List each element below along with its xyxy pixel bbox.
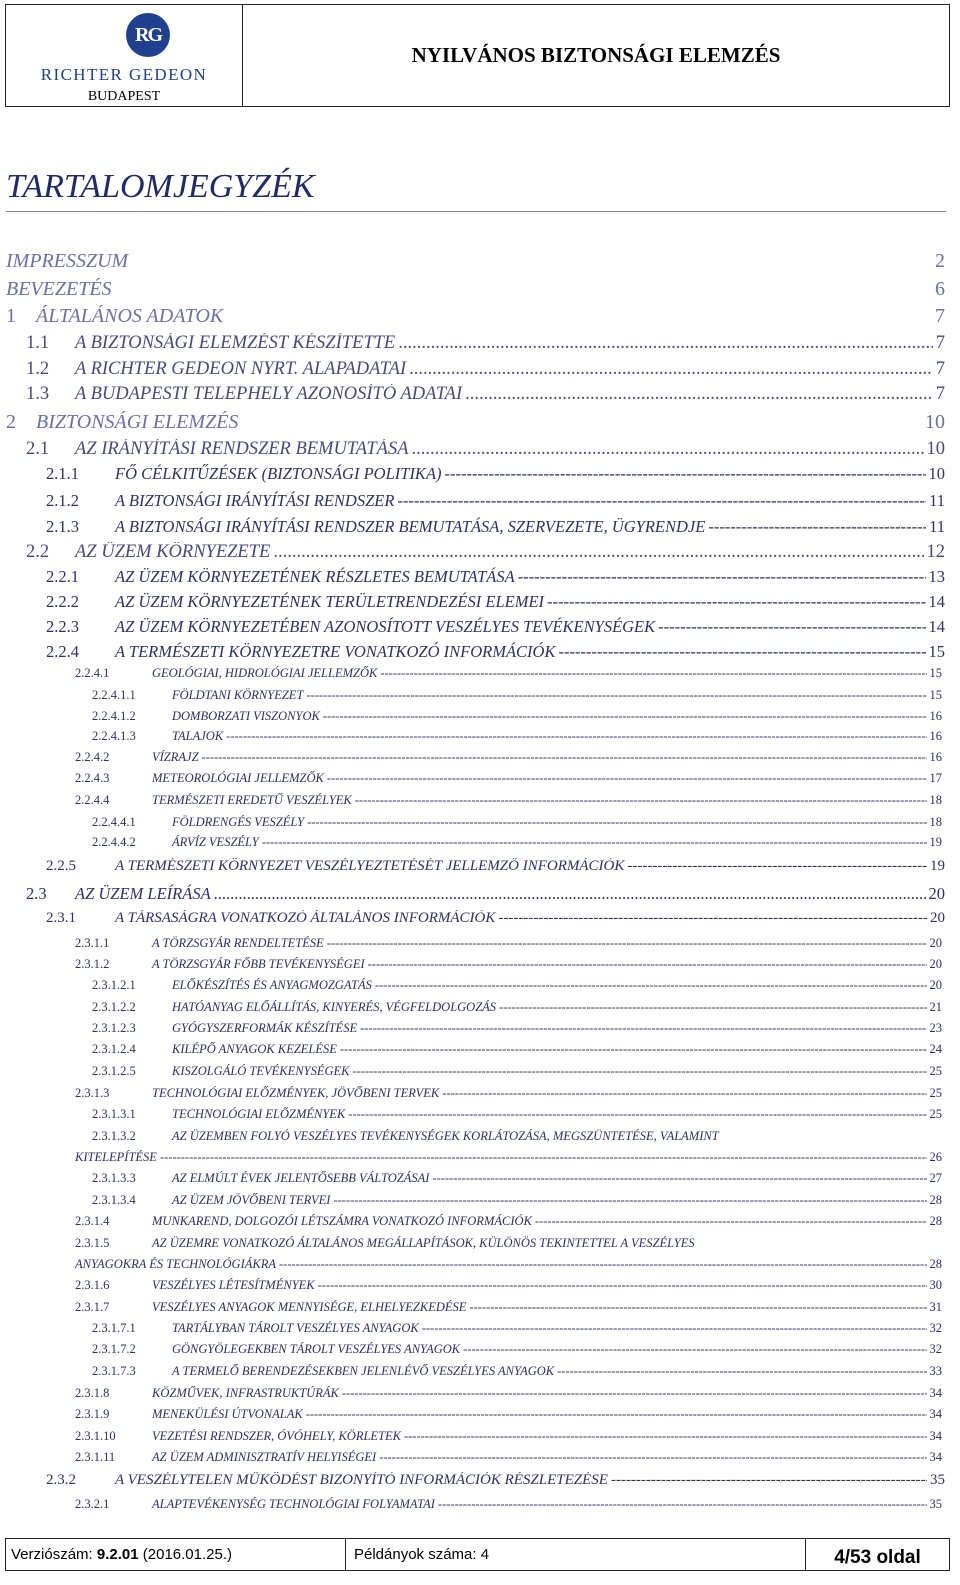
toc-entry-title: AZ ÜZEM JÖVŐBENI TERVEI <box>172 1193 331 1207</box>
toc-entry-number: 2.3.1.2.3 <box>92 1021 136 1035</box>
toc-entry-title: DOMBORZATI VISZONYOK <box>172 709 320 723</box>
toc-entry-leader <box>432 1171 926 1186</box>
toc-entry[interactable] <box>75 1278 942 1293</box>
version-value: 9.2.01 <box>96 1546 139 1563</box>
toc-entry-page: 6 <box>935 278 945 300</box>
toc-entry-page: 20 <box>929 978 942 992</box>
toc-entry[interactable] <box>92 1021 942 1036</box>
toc-entry-title: AZ ELMÚLT ÉVEK JELENTŐSEBB VÁLTOZÁSAI <box>172 1171 430 1185</box>
toc-entry-title: AZ ÜZEMRE VONATKOZÓ ÁLTALÁNOS MEGÁLLAPÍTÁSOK, KÜLÖNÖS TEKINTETTEL A VESZÉLYES <box>152 1236 695 1250</box>
toc-entry-title: HATÓANYAG ELŐÁLLÍTÁS, KINYERÉS, VÉGFELDOLGOZÁS <box>172 1000 497 1014</box>
toc-entry-page: 25 <box>929 1086 942 1100</box>
toc-entry[interactable] <box>92 688 942 703</box>
version-date: (2016.01.25.) <box>142 1546 232 1563</box>
toc-entry[interactable] <box>75 957 942 972</box>
toc-entry-title: AZ ÜZEM ADMINISZTRATÍV HELYISÉGEI <box>152 1450 377 1464</box>
toc-entry-number: 2.3.1.1 <box>75 936 110 950</box>
toc-entry-title: BIZTONSÁGI ELEMZÉS <box>36 411 239 433</box>
toc-entry[interactable] <box>26 359 945 380</box>
toc-entry[interactable] <box>26 439 945 460</box>
toc-entry-title: ÁLTALÁNOS ADATOK <box>36 305 224 327</box>
toc-entry-title: A BIZTONSÁGI ELEMZÉST KÉSZÍTETTE <box>75 333 396 353</box>
toc-entry-title: A TÖRZSGYÁR RENDELTETÉSE <box>152 936 324 950</box>
version-label: Verziószám: <box>11 1546 93 1563</box>
toc-entry-number: 2.3.1.8 <box>75 1386 110 1400</box>
document-title: NYILVÁNOS BIZTONSÁGI ELEMZÉS <box>411 43 781 67</box>
toc-entry-title: FŐ CÉLKITŰZÉSEK (BIZTONSÁGI POLITIKA) <box>115 464 442 483</box>
toc-entry-page: 34 <box>929 1429 942 1443</box>
toc-entry[interactable] <box>26 542 945 563</box>
toc-entry-number: 2.2.4.4.2 <box>92 835 136 849</box>
toc-entry-title: TARTÁLYBAN TÁROLT VESZÉLYES ANYAGOK <box>172 1321 419 1335</box>
toc-entry[interactable] <box>75 1086 942 1101</box>
toc-entry-number: 1.1 <box>26 333 50 353</box>
toc-entry-page: 18 <box>929 815 942 829</box>
toc-entry-page: 14 <box>928 617 945 636</box>
toc-entry-page: 30 <box>929 1278 942 1292</box>
toc-entry-leader <box>262 835 927 850</box>
toc-entry-page: 31 <box>929 1300 942 1314</box>
toc-entry[interactable] <box>75 750 942 765</box>
toc-entry-continuation[interactable] <box>75 1257 942 1272</box>
toc-entry-number: 2.3.1 <box>46 910 76 926</box>
toc-entry-leader <box>627 858 927 875</box>
toc-entry[interactable] <box>46 642 945 662</box>
toc-entry-page: 13 <box>928 567 945 586</box>
toc-entry-leader <box>558 642 925 662</box>
toc-entry-number: 2.3.1.3.4 <box>92 1193 136 1207</box>
toc-entry-number: 2.2.1 <box>46 567 79 586</box>
toc-entry-page: 25 <box>929 1107 942 1121</box>
toc-entry-title: AZ ÜZEM LEÍRÁSA <box>75 884 211 903</box>
toc-entry[interactable] <box>46 1472 945 1489</box>
toc-entry-title: A TÖRZSGYÁR FŐBB TEVÉKENYSÉGEI <box>152 957 365 971</box>
company-city: BUDAPEST <box>87 89 161 104</box>
toc-entry[interactable] <box>92 1171 942 1186</box>
toc-entry[interactable] <box>75 1407 942 1422</box>
toc-entry-number: 2.2.4.4.1 <box>92 815 136 829</box>
toc-entry-title: TECHNOLÓGIAI ELŐZMÉNYEK, JÖVŐBENI TERVEK <box>152 1086 440 1100</box>
toc-entry-page: 26 <box>929 1150 942 1164</box>
toc-entry-title: AZ ÜZEM KÖRNYEZETÉBEN AZONOSÍTOTT VESZÉLYES TEVÉKENYSÉGEK <box>115 617 656 636</box>
toc-entry-leader <box>535 1214 927 1229</box>
toc-entry-title-cont: ANYAGOKRA ÉS TECHNOLÓGIÁKRA <box>75 1257 276 1271</box>
toc-entry-title: A BIZTONSÁGI IRÁNYÍTÁSI RENDSZER BEMUTATÁSA, SZERVEZETE, ÜGYRENDJE <box>115 517 706 536</box>
toc-entry[interactable] <box>46 491 945 511</box>
toc-entry-leader <box>397 491 926 511</box>
toc-entry-title: FÖLDRENGÉS VESZÉLY <box>172 815 305 829</box>
toc-entry[interactable] <box>6 411 945 434</box>
toc-entry-continuation[interactable] <box>75 1150 942 1165</box>
toc-entry-leader <box>499 1000 926 1015</box>
toc-entry-number: 2.3.1.2.2 <box>92 1000 136 1014</box>
toc-entry-leader <box>202 750 927 765</box>
toc-entry-number: 2.3.2.1 <box>75 1497 110 1511</box>
toc-entry-title: VESZÉLYES ANYAGOK MENNYISÉGE, ELHELYEZKEDÉSE <box>152 1300 467 1314</box>
toc-entry-leader <box>355 793 927 808</box>
toc-entry-title: ALAPTEVÉKENYSÉG TECHNOLÓGIAI FOLYAMATAI <box>152 1497 435 1511</box>
toc-entry-leader <box>352 1064 926 1079</box>
toc-entry[interactable] <box>92 729 942 744</box>
toc-entry-page: 20 <box>929 957 942 971</box>
toc-entry-number: 2.3.1.3.1 <box>92 1107 136 1121</box>
toc-entry-leader <box>368 957 927 972</box>
toc-entry-number: 2.3.1.4 <box>75 1214 110 1228</box>
toc-entry-leader <box>498 910 927 927</box>
toc-entry-page: 21 <box>929 1000 942 1014</box>
toc-entry-number: 2.3.1.11 <box>75 1450 116 1464</box>
toc-entry[interactable] <box>46 617 945 637</box>
toc-entry-number: 2.1.1 <box>46 464 79 483</box>
toc-entry-number: 2.2.2 <box>46 592 79 611</box>
toc-entry-page: 19 <box>930 858 945 874</box>
toc-entry[interactable] <box>92 1342 942 1357</box>
toc-entry-title: MENEKÜLÉSI ÚTVONALAK <box>152 1407 303 1421</box>
toc-entry-number: 2.3.1.5 <box>75 1236 110 1250</box>
toc-entry-number: 2.1.3 <box>46 517 79 536</box>
toc-entry-page: 28 <box>929 1257 942 1271</box>
toc-entry-leader <box>327 936 927 951</box>
toc-entry-title: A VESZÉLYTELEN MŰKÖDÉST BIZONYÍTÓ INFORMÁCIÓK RÉSZLETEZÉSE <box>115 1472 608 1488</box>
toc-entry-title: A TERMÉSZETI KÖRNYEZETRE VONATKOZÓ INFORMÁCIÓK <box>115 642 556 661</box>
toc-entry-leader <box>465 384 933 405</box>
toc-entry[interactable] <box>75 1429 942 1444</box>
toc-entry-title: KÖZMŰVEK, INFRASTRUKTÚRÁK <box>152 1386 339 1400</box>
toc-entry-number: 2.3.1.7.3 <box>92 1364 136 1378</box>
toc-entry-page: 28 <box>929 1214 942 1228</box>
toc-entry[interactable] <box>92 1321 942 1336</box>
toc-entry-leader <box>318 1278 927 1293</box>
company-logo <box>6 5 243 106</box>
toc-entry[interactable] <box>75 1386 942 1401</box>
toc-entry-page: 35 <box>930 1472 945 1488</box>
toc-entry[interactable] <box>46 464 945 484</box>
toc-entry-number: 2.3.1.2.4 <box>92 1042 136 1056</box>
toc-entry-number: 2.2.4.1.1 <box>92 688 136 702</box>
page-footer <box>5 1538 950 1571</box>
toc-entry-leader <box>360 1021 926 1036</box>
toc-entry-page: 34 <box>929 1386 942 1400</box>
toc-entry-number: 2.3.1.10 <box>75 1429 116 1443</box>
toc-entry-leader <box>442 1086 926 1101</box>
toc-entry-title: AZ IRÁNYÍTÁSI RENDSZER BEMUTATÁSA <box>75 439 409 459</box>
toc-entry-leader <box>375 978 927 993</box>
toc-entry-number: 2.2.4.1.3 <box>92 729 136 743</box>
toc-entry-page: 20 <box>928 884 945 903</box>
toc-entry[interactable] <box>92 1364 942 1379</box>
toc-entry-title: KISZOLGÁLÓ TEVÉKENYSÉGEK <box>172 1064 350 1078</box>
toc-entry-title: TECHNOLÓGIAI ELŐZMÉNYEK <box>172 1107 346 1121</box>
toc-entry-title: A TERMELŐ BERENDEZÉSEKBEN JELENLÉVŐ VESZÉLYES ANYAGOK <box>172 1364 555 1378</box>
toc-entry[interactable] <box>75 771 942 786</box>
toc-entry-page: 20 <box>930 910 945 926</box>
toc-entry-leader <box>518 567 926 587</box>
toc-entry-leader <box>422 1321 927 1336</box>
toc-entry-page: 27 <box>929 1171 942 1185</box>
toc-entry-title: AZ ÜZEM KÖRNYEZETÉNEK TERÜLETRENDEZÉSI ELEMEI <box>115 592 545 611</box>
toc-entry[interactable] <box>6 250 945 273</box>
toc-entry-number: 2.1.2 <box>46 491 79 510</box>
toc-entry-page: 33 <box>929 1364 942 1378</box>
toc-entry-leader <box>398 333 933 354</box>
toc-entry-leader <box>306 688 926 703</box>
toc-heading: TARTALOMJEGYZÉK <box>6 168 315 205</box>
toc-entry-page: 32 <box>929 1321 942 1335</box>
toc-entry-page: 14 <box>928 592 945 611</box>
toc-entry-number: 2.3.1.7 <box>75 1300 110 1314</box>
toc-entry-number: 2.2.4.4 <box>75 793 110 807</box>
toc-entry[interactable] <box>46 858 945 875</box>
footer-page-number: 4/53 oldal <box>834 1546 921 1568</box>
toc-entry[interactable] <box>75 1450 942 1465</box>
toc-entry-page: 34 <box>929 1450 942 1464</box>
footer-version <box>6 1539 346 1570</box>
toc-entry-number: 2.2 <box>26 542 50 562</box>
toc-entry-title: MUNKAREND, DOLGOZÓI LÉTSZÁMRA VONATKOZÓ INFORMÁCIÓK <box>152 1214 532 1228</box>
footer-copies: Példányok száma: 4 <box>346 1539 806 1570</box>
toc-entry-number: 2.3.1.2.5 <box>92 1064 136 1078</box>
toc-entry-number: 2.2.4.2 <box>75 750 110 764</box>
toc-entry-leader <box>342 1386 927 1401</box>
toc-entry-leader <box>327 771 927 786</box>
toc-entry-leader <box>658 617 925 637</box>
toc-entry-leader <box>463 1342 926 1357</box>
toc-entry[interactable] <box>26 884 945 904</box>
toc-entry-leader <box>226 729 926 744</box>
toc-entry-leader <box>412 439 924 460</box>
toc-entry[interactable] <box>92 1129 942 1144</box>
toc-entry-page: 20 <box>929 936 942 950</box>
toc-entry-page: 15 <box>929 666 942 680</box>
toc-entry-page: 15 <box>928 642 945 661</box>
toc-entry-page: 10 <box>925 411 945 433</box>
toc-entry-number: 2.3.1.2.1 <box>92 978 136 992</box>
toc-entry[interactable] <box>92 815 942 830</box>
toc-heading-rule <box>6 211 946 212</box>
toc-entry-title: A TÁRSASÁGRA VONATKOZÓ ÁLTALÁNOS INFORMÁCIÓK <box>115 910 496 926</box>
toc-entry-number: 1.2 <box>26 359 50 379</box>
toc-entry-page: 11 <box>929 517 945 536</box>
toc-entry-leader <box>333 1193 926 1208</box>
toc-entry-number: 2.3.1.3.3 <box>92 1171 136 1185</box>
toc-entry-leader <box>380 666 926 681</box>
toc-entry-title: VEZETÉSI RENDSZER, ÓVÓHELY, KÖRLETEK <box>152 1429 401 1443</box>
toc-entry-title: GEOLÓGIAI, HIDROLÓGIAI JELLEMZŐK <box>152 666 378 680</box>
toc-entry[interactable] <box>75 666 942 681</box>
toc-entry-leader <box>438 1497 927 1512</box>
toc-entry[interactable] <box>75 936 942 951</box>
toc-entry[interactable] <box>46 517 945 537</box>
page-header <box>5 4 950 107</box>
toc-entry[interactable] <box>75 1497 942 1512</box>
toc-entry-number: 2.3.2 <box>46 1472 76 1488</box>
toc-entry-leader <box>340 1042 927 1057</box>
toc-entry-page: 12 <box>926 542 945 562</box>
toc-entry-leader <box>160 1150 927 1165</box>
toc-entry-number: 2.3.1.3 <box>75 1086 110 1100</box>
toc-entry-number: 2.2.5 <box>46 858 76 874</box>
toc-entry-number: 2.3.1.3.2 <box>92 1129 136 1143</box>
toc-entry-number: 2.2.3 <box>46 617 79 636</box>
toc-entry-number: 2.3.1.7.1 <box>92 1321 136 1335</box>
toc-entry-leader <box>348 1107 926 1122</box>
toc-entry-title: GÖNGYÖLEGEKBEN TÁROLT VESZÉLYES ANYAGOK <box>172 1342 461 1356</box>
toc-entry-page: 7 <box>935 305 945 327</box>
toc-entry-leader <box>379 1450 926 1465</box>
toc-entry-page: 24 <box>929 1042 942 1056</box>
toc-entry-title: A RICHTER GEDEON NYRT. ALAPADATAI <box>75 359 407 379</box>
toc-entry-page: 25 <box>929 1064 942 1078</box>
toc-entry-leader <box>557 1364 926 1379</box>
toc-entry-leader <box>306 1407 927 1422</box>
toc-entry-leader <box>469 1300 926 1315</box>
toc-entry-page: 16 <box>929 729 942 743</box>
toc-entry-title: BEVEZETÉS <box>6 278 112 300</box>
toc-entry[interactable] <box>75 1214 942 1229</box>
toc-entry-title: KILÉPŐ ANYAGOK KEZELÉSE <box>172 1042 337 1056</box>
toc-entry-title: AZ ÜZEM KÖRNYEZETÉNEK RÉSZLETES BEMUTATÁSA <box>115 567 515 586</box>
toc-entry-page: 34 <box>929 1407 942 1421</box>
toc-entry-number: 1.3 <box>26 384 50 404</box>
toc-entry-title: IMPRESSZUM <box>6 250 129 272</box>
toc-entry[interactable] <box>92 1193 942 1208</box>
toc-entry-title: VÍZRAJZ <box>152 750 199 764</box>
company-name: RICHTER GEDEON <box>40 65 208 84</box>
toc-entry[interactable] <box>46 910 945 927</box>
toc-entry[interactable] <box>92 709 942 724</box>
toc-entry-page: 16 <box>929 709 942 723</box>
toc-entry[interactable] <box>46 592 945 612</box>
toc-entry-leader <box>404 1429 927 1444</box>
toc-entry-number: 2.1 <box>26 439 50 459</box>
toc-entry-leader <box>273 542 923 563</box>
toc-entry-page: 2 <box>935 250 945 272</box>
toc-entry[interactable] <box>26 333 945 354</box>
toc-entry-number: 2.3.1.9 <box>75 1407 110 1421</box>
toc-entry-title: A TERMÉSZETI KÖRNYEZET VESZÉLYEZTETÉSÉT JELLEMZŐ INFORMÁCIÓK <box>115 858 625 874</box>
toc-entry-page: 23 <box>929 1021 942 1035</box>
toc-entry[interactable] <box>92 1064 942 1079</box>
toc-entry-leader <box>323 709 927 724</box>
toc-entry[interactable] <box>92 835 942 850</box>
toc-entry-number: 2.2.4.3 <box>75 771 110 785</box>
toc-entry-leader <box>279 1257 927 1272</box>
toc-entry-number: 2 <box>6 411 16 433</box>
toc-entry-number: 2.3.1.6 <box>75 1278 110 1292</box>
toc-entry-number: 2.2.4.1.2 <box>92 709 136 723</box>
toc-entry-leader <box>409 359 933 380</box>
toc-entry-title: TERMÉSZETI EREDETŰ VESZÉLYEK <box>152 793 352 807</box>
toc-entry-number: 1 <box>6 305 16 327</box>
toc-entry[interactable] <box>92 978 942 993</box>
toc-entry-title: A BUDAPESTI TELEPHELY AZONOSÍTÓ ADATAI <box>75 384 463 404</box>
toc-entry[interactable] <box>6 305 945 328</box>
toc-entry[interactable] <box>46 567 945 587</box>
toc-entry-page: 10 <box>926 439 945 459</box>
toc-entry[interactable] <box>92 1000 942 1015</box>
toc-entry-page: 11 <box>929 491 945 510</box>
toc-entry[interactable] <box>75 793 942 808</box>
toc-entry[interactable] <box>92 1042 942 1057</box>
toc-entry-number: 2.3.1.7.2 <box>92 1342 136 1356</box>
toc-entry-leader <box>708 517 926 537</box>
toc-entry-page: 19 <box>929 835 942 849</box>
toc-entry-page: 35 <box>929 1497 942 1511</box>
toc-entry[interactable] <box>92 1107 942 1122</box>
toc-entry-page: 32 <box>929 1342 942 1356</box>
toc-entry-page: 7 <box>935 359 945 379</box>
logo-emblem <box>126 13 170 57</box>
toc-entry[interactable] <box>75 1236 942 1251</box>
toc-entry-title: ELŐKÉSZÍTÉS ÉS ANYAGMOZGATÁS <box>172 978 372 992</box>
toc-entry[interactable] <box>26 384 945 405</box>
toc-entry-title: AZ ÜZEMBEN FOLYÓ VESZÉLYES TEVÉKENYSÉGEK KORLÁTOZÁSA, MEGSZÜNTETÉSE, VALAMINT <box>172 1129 719 1143</box>
toc-entry-leader <box>611 1472 927 1489</box>
toc-entry-title: GYÓGYSZERFORMÁK KÉSZÍTÉSE <box>172 1021 358 1035</box>
toc-entry-page: 17 <box>929 771 942 785</box>
toc-entry-page: 16 <box>929 750 942 764</box>
toc-entry-title: AZ ÜZEM KÖRNYEZETE <box>75 542 271 562</box>
logo-monogram: RG <box>135 23 161 46</box>
toc-entry-title: METEOROLÓGIAI JELLEMZŐK <box>152 771 324 785</box>
toc-entry-leader <box>214 884 926 904</box>
toc-entry-leader <box>445 464 926 484</box>
toc-entry-number: 2.3.1.2 <box>75 957 110 971</box>
toc-entry-number: 2.3 <box>26 884 47 903</box>
toc-entry-title: VESZÉLYES LÉTESÍTMÉNYEK <box>152 1278 315 1292</box>
toc-entry-number: 2.2.4 <box>46 642 79 661</box>
toc-entry-page: 18 <box>929 793 942 807</box>
toc-entry[interactable] <box>6 278 945 301</box>
toc-entry[interactable] <box>75 1300 942 1315</box>
toc-entry-page: 7 <box>935 333 945 353</box>
toc-entry-title: ÁRVÍZ VESZÉLY <box>172 835 259 849</box>
toc-entry-leader <box>307 815 926 830</box>
toc-entry-leader <box>547 592 925 612</box>
toc-entry-number: 2.2.4.1 <box>75 666 110 680</box>
toc-entry-page: 10 <box>928 464 945 483</box>
toc-entry-page: 28 <box>929 1193 942 1207</box>
toc-entry-title: A BIZTONSÁGI IRÁNYÍTÁSI RENDSZER <box>115 491 395 510</box>
toc-entry-page: 7 <box>935 384 945 404</box>
toc-entry-title: TALAJOK <box>172 729 224 743</box>
toc-entry-title-cont: KITELEPÍTÉSE <box>75 1150 157 1164</box>
toc-entry-page: 15 <box>929 688 942 702</box>
toc-entry-title: FÖLDTANI KÖRNYEZET <box>172 688 304 702</box>
